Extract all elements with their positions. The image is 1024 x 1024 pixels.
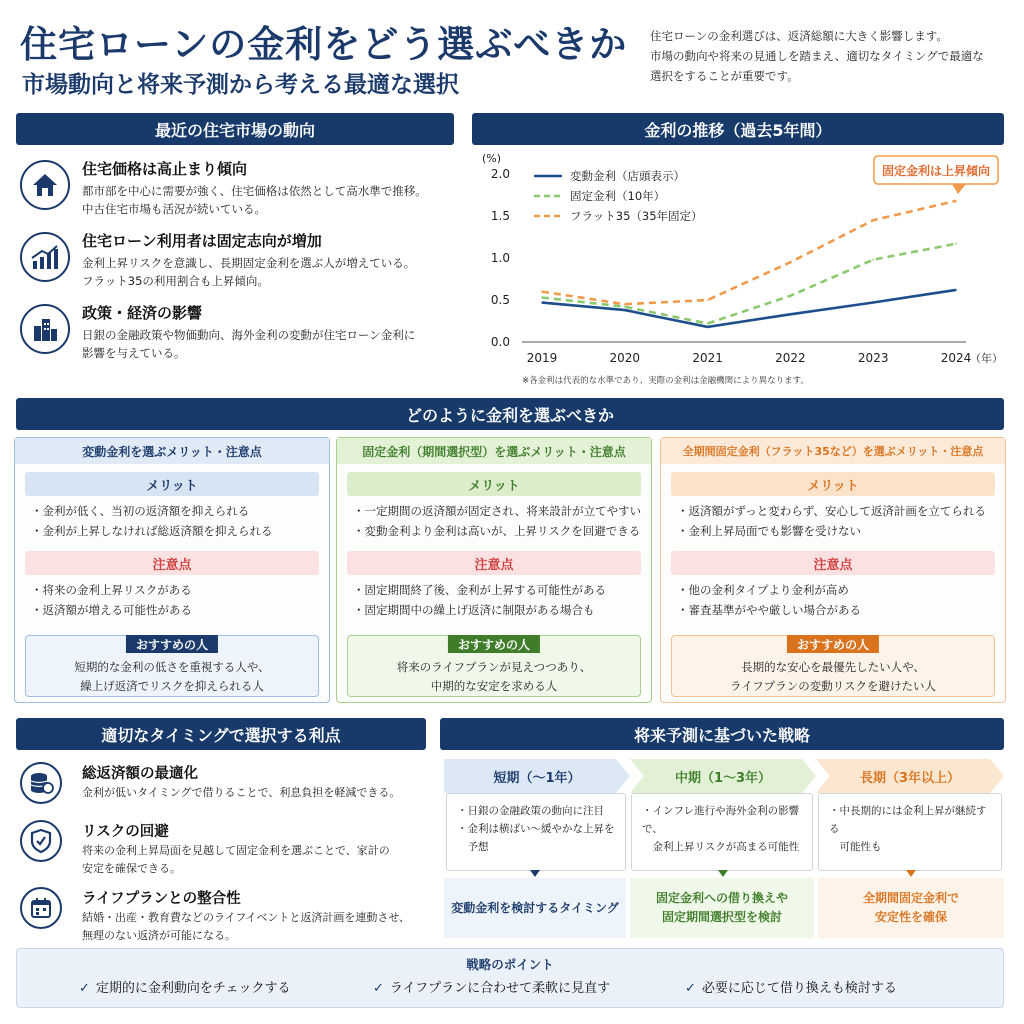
term-point: 可能性も — [829, 841, 882, 853]
x-axis-unit: （年） — [970, 352, 1003, 365]
term-mid-label: 中期（1～3年） — [674, 770, 772, 786]
point-text: ライフプランに合わせて柔軟に見直す — [389, 981, 611, 996]
market-item-title: 政策・経済の影響 — [82, 304, 203, 322]
strategy-line: 固定金利への借り換えや — [655, 891, 788, 905]
page-title: 住宅ローンの金利をどう選ぶべきか — [20, 23, 628, 66]
data-point — [955, 243, 957, 245]
how-heading: どのように金利を選ぶべきか — [16, 398, 1004, 430]
desc-line: 都市部を中心に需要が強く、住宅価格は依然として高水準で推移。 — [82, 184, 427, 198]
data-point — [790, 295, 792, 297]
legend-label: 変動金利（店頭表示） — [570, 169, 685, 183]
check-icon: ✓ — [373, 981, 384, 996]
caution-label: 注意点 — [25, 551, 319, 575]
desc-line: 日銀の金融政策や物価動向、海外金利の変動が住宅ローン金利に — [82, 328, 416, 342]
data-point — [707, 326, 709, 328]
market-item — [20, 160, 460, 230]
term-long-strategy — [818, 878, 1004, 938]
caution-item: ・返済額が増える可能性がある — [31, 603, 192, 617]
data-point — [541, 291, 543, 293]
data-point — [624, 303, 626, 305]
market-item — [20, 232, 460, 302]
x-tick-label: 2019 — [526, 351, 558, 365]
data-point — [955, 200, 957, 202]
term-point: 予想 — [457, 841, 489, 853]
shield-icon — [20, 820, 62, 862]
x-tick-label: 2022 — [775, 351, 806, 365]
desc-line: 金利が低いタイミングで借りることで、利息負担を軽減できる。 — [82, 786, 401, 799]
column-full-fixed — [660, 437, 1006, 703]
column-title: 変動金利を選ぶメリット・注意点 — [15, 438, 329, 464]
callout-text: 固定金利は上昇傾向 — [881, 164, 991, 178]
page-subtitle: 市場動向と将来予測から考える最適な選択 — [22, 72, 459, 98]
caution-item: ・他の金利タイプより金利が高め — [677, 583, 849, 597]
point-item — [685, 977, 897, 996]
market-item-desc — [82, 326, 462, 362]
data-point — [872, 302, 874, 304]
data-point — [790, 313, 792, 315]
merit-list — [31, 501, 327, 541]
intro-line: 市場の動向や将来の見通しを踏まえ、適切なタイミングで最適な — [650, 49, 984, 63]
merit-label: メリット — [347, 472, 641, 496]
term-point: 金利上昇リスクが高まる可能性 — [642, 841, 800, 853]
recommend-tag: おすすめの人 — [448, 635, 540, 653]
benefit-desc — [82, 842, 432, 878]
caution-label: 注意点 — [347, 551, 641, 575]
merit-item: ・金利が低く、当初の返済額を抑えられる — [31, 504, 250, 518]
y-tick-label: 1.5 — [490, 209, 510, 223]
intro-line: 住宅ローンの金利選びは、返済総額に大きく影響します。 — [650, 29, 948, 43]
recommend-line: 長期的な安心を最優先したい人や、 — [741, 660, 925, 674]
recommend-tag: おすすめの人 — [787, 635, 879, 653]
column-fixed-period — [336, 437, 652, 703]
legend-label: フラット35（35年固定） — [570, 209, 703, 223]
desc-line: 影響を与えている。 — [82, 346, 186, 360]
merit-list — [677, 501, 986, 541]
recommend-box — [671, 635, 995, 697]
caution-list — [677, 580, 973, 620]
strategy-line: 固定期間選択型を検討 — [661, 910, 782, 924]
caution-list — [353, 580, 649, 620]
market-item-desc — [82, 254, 462, 290]
rate-chart-svg — [476, 150, 1006, 380]
term-long-card — [818, 793, 1002, 871]
caution-label: 注意点 — [671, 551, 995, 575]
benefit-title: 総返済額の最適化 — [82, 766, 198, 782]
x-tick-label: 2020 — [609, 351, 641, 365]
recommend-line: 短期的な金利の低さを重視する人や、 — [74, 660, 270, 674]
calendar-icon — [20, 887, 62, 929]
column-title: 全期間固定金利（フラット35など）を選ぶメリット・注意点 — [661, 438, 1005, 464]
benefit-title: ライフプランとの整合性 — [82, 891, 241, 907]
desc-line: 安定を確保できる。 — [82, 862, 181, 875]
market-item-title: 住宅ローン利用者は固定志向が増加 — [82, 232, 322, 250]
merit-item: ・金利が上昇しなければ総返済額を抑えられる — [31, 524, 273, 538]
strategy-line: 変動金利を検討するタイミング — [451, 900, 619, 915]
arrow-down-icon — [906, 870, 916, 877]
recommend-line: 将来のライフプランが見えつつあり、 — [396, 660, 592, 674]
term-mid-strategy — [630, 878, 814, 938]
strategy-points — [16, 948, 1004, 1008]
x-tick-label: 2021 — [692, 351, 723, 365]
caution-list — [31, 580, 327, 620]
y-tick-label: 1.0 — [490, 251, 510, 265]
term-short-strategy — [444, 878, 626, 938]
rate-chart — [476, 150, 1006, 390]
market-heading: 最近の住宅市場の動向 — [16, 113, 454, 145]
data-point — [955, 289, 957, 291]
check-icon: ✓ — [79, 981, 90, 996]
data-point — [541, 302, 543, 304]
recommend-text — [26, 658, 318, 696]
data-point — [541, 297, 543, 299]
data-point — [790, 261, 792, 263]
desc-line: 無理のない返済が可能になる。 — [82, 929, 236, 942]
series-line-0 — [542, 290, 956, 327]
callout-pointer — [952, 184, 966, 194]
check-icon: ✓ — [685, 981, 696, 996]
market-item — [20, 304, 460, 374]
data-point — [872, 219, 874, 221]
series-line-1 — [542, 244, 956, 324]
y-tick-label: 2.0 — [490, 167, 510, 181]
data-point — [624, 309, 626, 311]
desc-line: フラット35の利用割合も上昇傾向。 — [82, 274, 269, 288]
market-item-title: 住宅価格は高止まり傾向 — [82, 160, 248, 178]
column-title: 固定金利（期間選択型）を選ぶメリット・注意点 — [337, 438, 651, 464]
caution-item: ・固定期間中の繰上げ返済に制限がある場合も — [353, 603, 595, 617]
legend-label: 固定金利（10年） — [570, 189, 666, 203]
recommend-text — [348, 658, 640, 696]
recommend-line: 繰上げ返済でリスクを抑えられる人 — [80, 679, 264, 693]
term-point: ・中長期的には金利上昇が継続する — [829, 805, 987, 835]
timing-heading: 適切なタイミングで選択する利点 — [16, 718, 426, 750]
point-text: 定期的に金利動向をチェックする — [95, 981, 291, 996]
desc-line: 中古住宅市場も活況が続いている。 — [82, 202, 266, 216]
y-axis-unit: (%) — [482, 152, 502, 165]
x-tick-label: 2024 — [940, 351, 972, 365]
column-variable — [14, 437, 330, 703]
benefit-desc — [82, 909, 432, 945]
chart-note: ※各金利は代表的な水準であり、実際の金利は金融機関により異なります。 — [522, 376, 809, 386]
data-point — [624, 306, 626, 308]
merit-label: メリット — [671, 472, 995, 496]
term-point: ・インフレ進行や海外金利の影響で、 — [642, 805, 800, 835]
points-title: 戦略のポイント — [466, 957, 554, 972]
point-item — [79, 977, 291, 996]
recommend-box — [347, 635, 641, 697]
data-point — [872, 259, 874, 261]
arrow-down-icon — [718, 870, 728, 877]
term-point: ・金利は横ばい～緩やかな上昇を — [457, 823, 615, 835]
recommend-line: ライフプランの変動リスクを避けたい人 — [729, 679, 937, 693]
intro-line: 選択をすることが重要です。 — [650, 69, 799, 83]
arrow-down-icon — [530, 870, 540, 877]
point-item — [373, 977, 610, 996]
data-point — [707, 299, 709, 301]
merit-item: ・変動金利より金利は高いが、上昇リスクを回避できる — [353, 524, 641, 538]
chart-heading: 金利の推移（過去5年間） — [472, 113, 1004, 145]
term-mid-card — [631, 793, 813, 871]
rising-bar-chart-icon — [20, 232, 70, 282]
x-tick-label: 2023 — [857, 351, 889, 365]
benefit-title: リスクの回避 — [82, 824, 169, 840]
y-tick-label: 0.0 — [490, 335, 510, 349]
recommend-tag: おすすめの人 — [126, 635, 218, 653]
data-point — [707, 323, 709, 325]
term-short-label: 短期（～1年） — [493, 770, 581, 786]
merit-item: ・金利上昇局面でも影響を受けない — [677, 524, 861, 538]
market-item-desc — [82, 182, 462, 218]
strategy-heading: 将来予測に基づいた戦略 — [440, 718, 1004, 750]
term-long-label: 長期（3年以上） — [859, 770, 961, 786]
recommend-box — [25, 635, 319, 697]
intro-text — [650, 26, 1010, 86]
desc-line: 結婚・出産・教育費などのライフイベントと返済計画を連動させ、 — [82, 911, 411, 924]
term-point: ・日銀の金融政策の動向に注目 — [457, 805, 604, 817]
merit-label: メリット — [25, 472, 319, 496]
recommend-line: 中期的な安定を求める人 — [430, 679, 558, 693]
benefit-desc — [82, 784, 432, 802]
caution-item: ・審査基準がやや厳しい場合がある — [677, 603, 861, 617]
caution-item: ・固定期間終了後、金利が上昇する可能性がある — [353, 583, 606, 597]
merit-list — [353, 501, 649, 541]
y-tick-label: 0.5 — [490, 293, 510, 307]
house-icon — [20, 160, 70, 210]
recommend-text — [672, 658, 994, 696]
coins-icon — [20, 762, 62, 804]
desc-line: 金利上昇リスクを意識し、長期固定金利を選ぶ人が増えている。 — [82, 256, 416, 270]
buildings-icon — [20, 304, 70, 354]
strategy-line: 安定性を確保 — [874, 910, 947, 924]
caution-item: ・将来の金利上昇リスクがある — [31, 583, 192, 597]
merit-item: ・返済額がずっと変わらず、安心して返済計画を立てられる — [677, 504, 986, 518]
desc-line: 将来の金利上昇局面を見越して固定金利を選ぶことで、家計の — [82, 844, 390, 857]
point-text: 必要に応じて借り換えも検討する — [701, 981, 897, 996]
strategy-line: 全期間固定金利で — [862, 891, 959, 905]
merit-item: ・一定期間の返済額が固定され、将来設計が立てやすい — [353, 504, 642, 518]
term-short-card — [446, 793, 626, 871]
